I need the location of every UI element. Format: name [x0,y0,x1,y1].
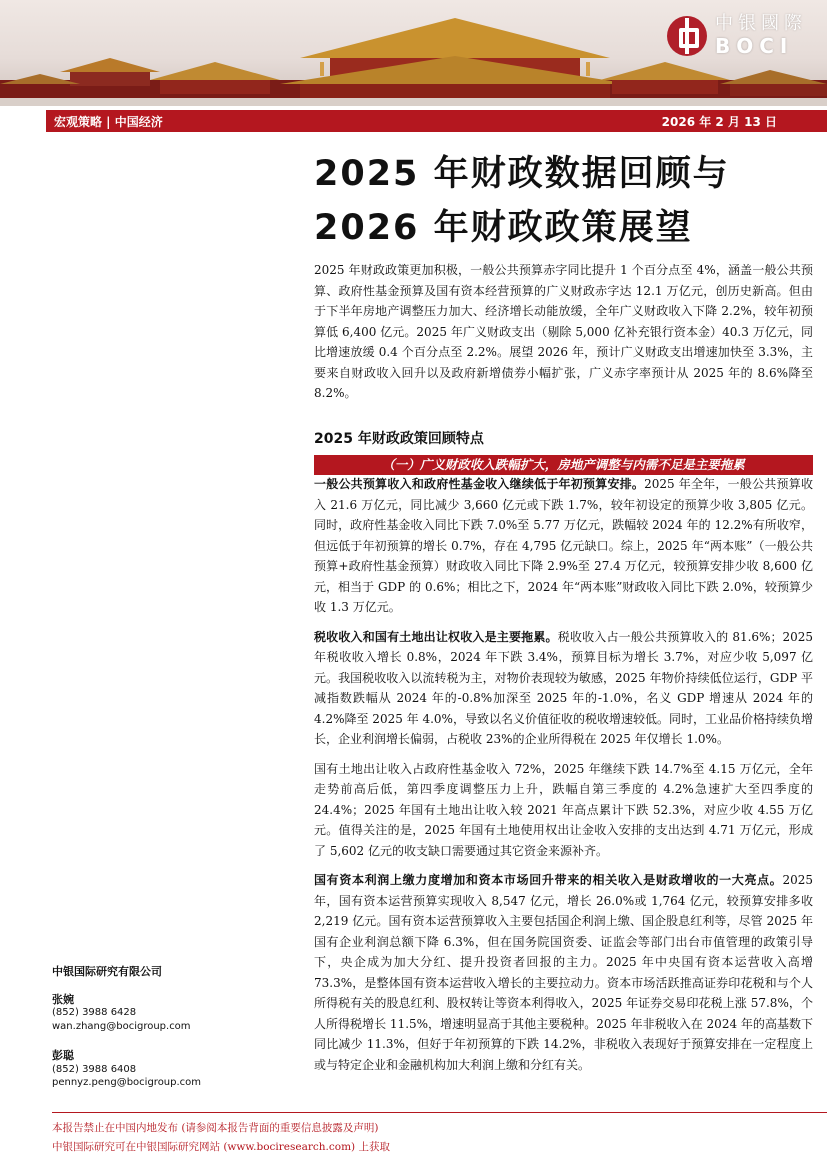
analyst-phone: (852) 3988 6428 [52,1007,137,1018]
analyst-name: 彭聪 [52,1049,74,1062]
paragraph-lead: 税收收入和国有土地出让权收入是主要拖累。 [314,629,558,644]
boci-logo [667,14,807,58]
analyst-email[interactable]: wan.zhang@bocigroup.com [52,1020,191,1032]
paragraph-lead: 一般公共预算收入和政府性基金收入继续低于年初预算安排。 [314,477,645,491]
paragraph [314,627,813,750]
analyst-email[interactable]: pennyz.peng@bocigroup.com [52,1077,202,1088]
logo-text-cn: 中银國際 [715,13,807,34]
bank-of-china-emblem-icon [667,16,707,56]
paragraph [314,870,813,1075]
footer-disclaimer [52,1112,827,1157]
summary-paragraph: 2025 年财政政策更加积极，一般公共预算赤字同比提升 1 个百分点至 4%，涵盖一般公共预算、政府性基金预算及国有资本经营预算的广义财政赤字达 12.1 万亿元，创历史新高。但由于下半年房地产调整压力加大、经济增长动能放缓，全年广义财政收入下降 2.2%，较年初预算低 6,400 亿元。2025 年广义财政支出（剔除 5,000 亿补充银行资本金）40.3 万亿元，同比增速放缓 0.4 个百分点至 2.2%。展望 2026 年，预计广义财政支出增速加快至 3.3%，主要来自财政收入回升以及政府新增债券小幅扩张，广义赤字率预计从 2025 年的 8.6%降至 8.2%。 [314,263,813,400]
body-text [314,474,813,1084]
report-title-line2: 2026 年财政政策展望 [314,208,693,248]
analyst-contacts [52,965,292,1090]
paragraph-text: 税收收入占一般公共预算收入的 81.6%；2025 年税收收入增长 0.8%，2024 年下跌 3.4%，预算目标为增长 3.7%，对应少收 5,097 亿元。我国税收收入以流转税为主，对物价表现较为敏感，2025 年物价持续低位运行，GDP 平减指数跌幅从 2024 年的-0.8%加深至 2025 年的-1.0%，名义 GDP 增速从 2024 年的 4.2%降至 2025 年 4.0%，导致以名义价值征收的税收增速较低。同时，工业品价格持续负增长，企业利润增长偏弱，占税收 23%的企业所得税在 2025 年仅增长 1.0%。 [314,629,813,746]
paragraph [314,759,813,862]
header-banner [0,0,827,106]
paragraph-text: 2025 年，国有资本运营预算实现收入 8,547 亿元，增长 26.0%或 1,764 亿元，较预算安排多收 2,219 亿元。国有资本运营预算收入主要包括国企利润上缴、国企股息红利等，尽管 2025 年国有企业利润总额下降 6.3%，但在国务院国资委、证监会等部门出台市值管理的政策引导下，央企成为加大分红、提升投资者回报的主力。2025 年中央国有资本运营收入高增 73.3%，是整体国有资本运营收入增长的主要拉动力。资本市场活跃推高证券印花税和与个人所得税有关的股息红利、股权转让等资本利得收入，2025 年证券交易印花税上涨 57.8%，个人所得税增长 11.5%，增速明显高于其他主要税种。2025 年非税收入在 2024 年的高基数下同比减少 11.3%，但好于年初预算的下跌 14.2%，非税收入表现好于预算安排在一定程度上或与特定企业和金融机构加大利润上缴和分红有关。 [314,873,813,1072]
research-org: 中银国际研究有限公司 [52,965,162,978]
subsection-title-bar: （一）广义财政收入跌幅扩大，房地产调整与内需不足是主要拖累 [314,455,813,475]
analyst-name: 张婉 [52,992,74,1006]
paragraph-lead: 国有资本利润上缴力度增加和资本市场回升带来的相关收入是财政增收的一大亮点。 [314,873,783,887]
report-date: 2026 年 2 月 13 日 [661,115,777,129]
analyst-phone: (852) 3988 6408 [52,1063,137,1075]
footer-line-2[interactable]: 中银国际研究可在中银国际研究网站 (www.bociresearch.com) 上获取 [52,1141,390,1153]
paragraph-text: 2025 年全年，一般公共预算收入 21.6 万亿元，同比减少 3,660 亿元或下跌 1.7%，较年初设定的预算少收 3,805 亿元。同时，政府性基金收入同比下跌 7.0%至 5.77 万亿元，跌幅较 2024 年的 12.2%有所收窄，但远低于年初预算的增长 0.7%，存在 4,795 亿元缺口。综上，2025 年“两本账”（一般公共预算+政府性基金预算）财政收入同比下降 2.9%至 27.4 万亿元，较预算安排少收 8,600 亿元，相当于 GDP 的 0.6%；相比之下，2024 年“两本账”财政收入同比下跌 2.0%，较预算少收 1.3 万亿元。 [314,477,813,614]
report-title-line1: 2025 年财政数据回顾与 [314,154,730,194]
category-bar [46,110,827,132]
logo-text-en: BOCI [715,34,794,58]
section-title: 2025 年财政政策回顾特点 [314,431,484,447]
report-category: 宏观策略 | 中国经济 [54,115,163,129]
paragraph-text: 国有土地出让收入占政府性基金收入 72%，2025 年继续下跌 14.7%至 4.15 万亿元，全年走势前高后低，第四季度调整压力上升，跌幅自第三季度的 4.2%急速扩大至四季度的 24.4%；2025 年国有土地出让收入较 2021 年高点累计下跌 52.3%，对应少收 4.55 万亿元。值得关注的是，2025 年国有土地使用权出让金收入安排的支出达到 4.71 万亿元，形成了 5,602 亿元的收支缺口需要通过其它资金来源补齐。 [314,761,813,858]
footer-line-1: 本报告禁止在中国内地发布 (请参阅本报告背面的重要信息披露及声明) [52,1122,379,1134]
paragraph [314,474,813,618]
